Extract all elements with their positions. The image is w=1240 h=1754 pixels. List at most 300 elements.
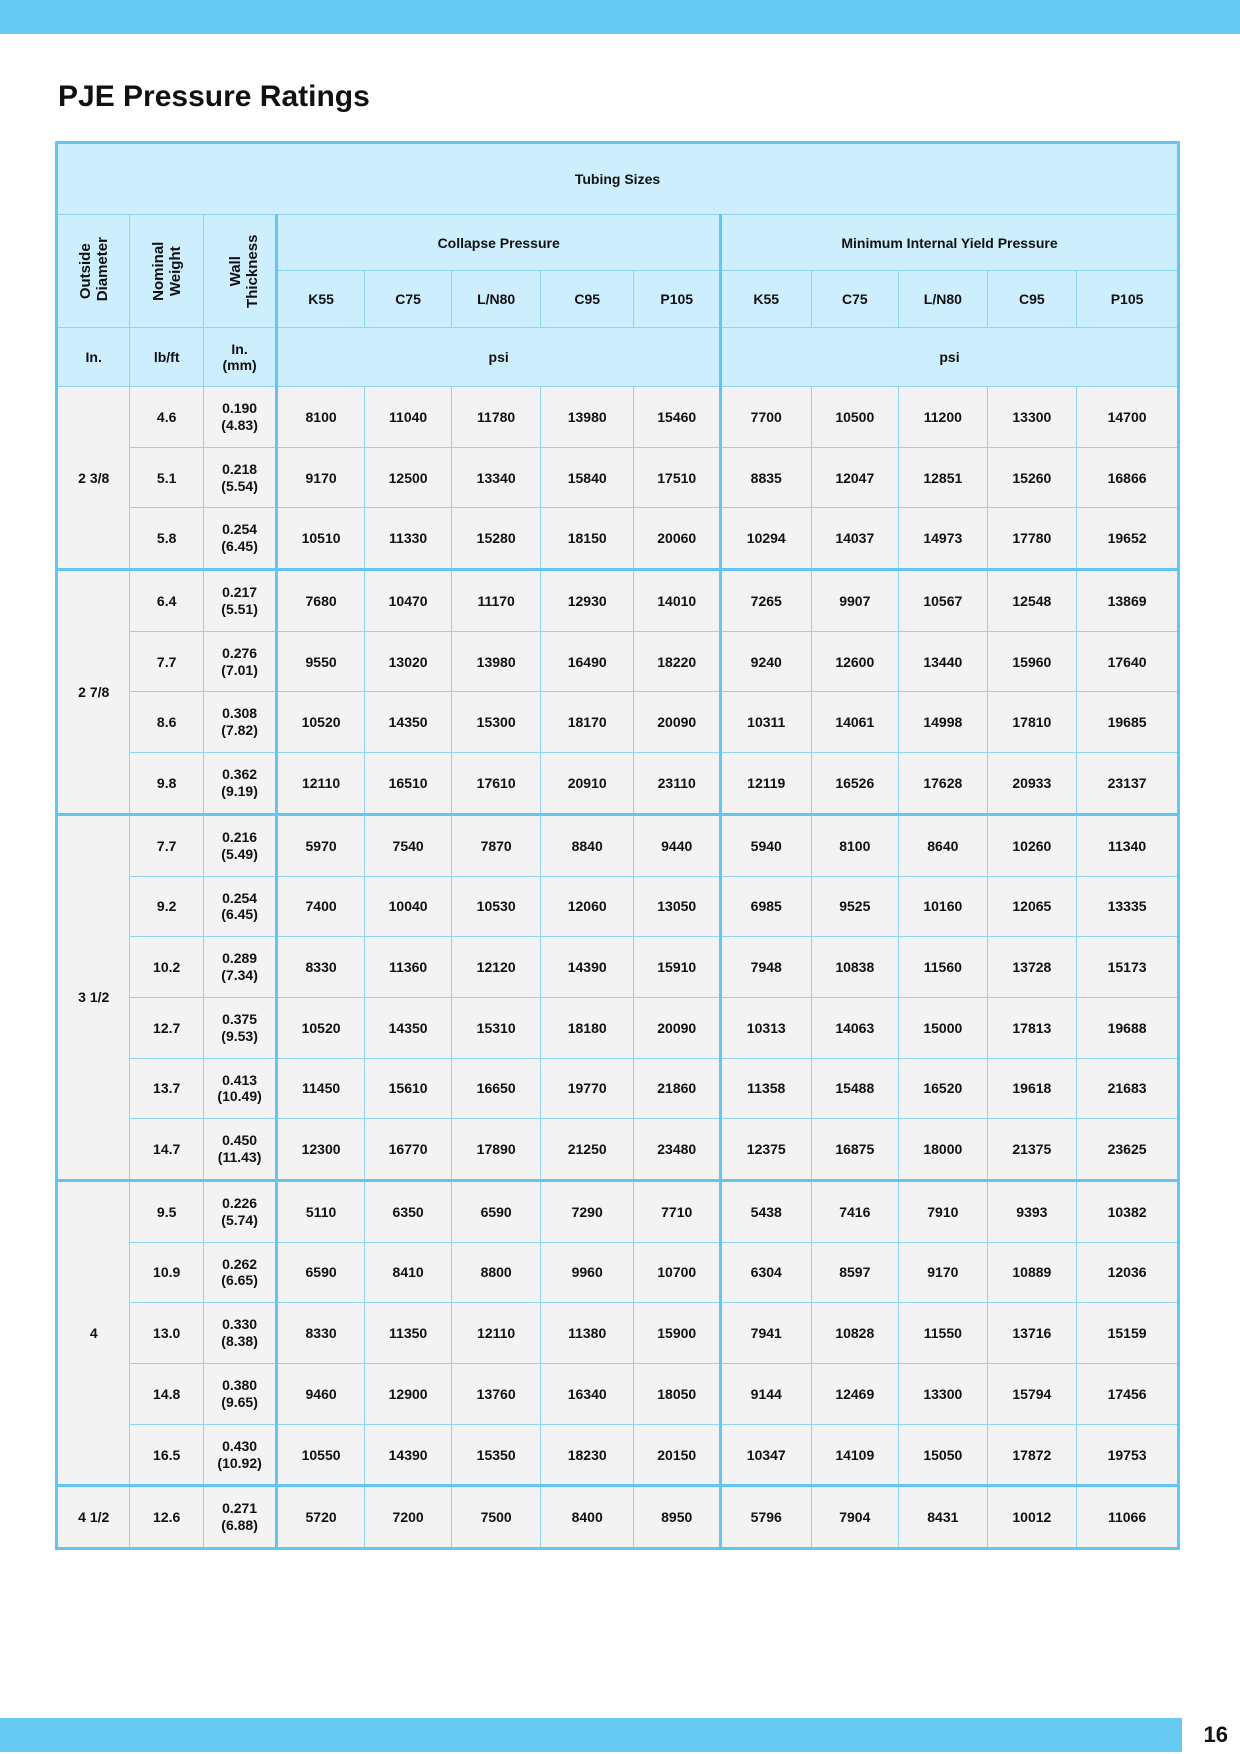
nominal-weight-cell: 7.7	[130, 631, 203, 692]
collapse-pressure-cell: 19770	[540, 1058, 634, 1119]
yield-pressure-cell: 9907	[811, 570, 899, 632]
unit-psi-yield: psi	[720, 328, 1178, 387]
collapse-pressure-cell: 8950	[634, 1486, 721, 1549]
collapse-pressure-cell: 13050	[634, 876, 721, 937]
collapse-pressure-cell: 20060	[634, 508, 721, 570]
yield-pressure-cell: 10567	[899, 570, 988, 632]
collapse-pressure-cell: 12110	[452, 1303, 541, 1364]
table-row	[57, 447, 1179, 508]
yield-pressure-cell: 12375	[720, 1119, 811, 1181]
grade-header-yield-k55: K55	[720, 271, 811, 328]
collapse-pressure-cell: 15900	[634, 1303, 721, 1364]
wall-thickness-mm: (9.53)	[221, 1027, 258, 1044]
collapse-pressure-cell: 6590	[277, 1242, 365, 1303]
collapse-pressure-cell: 15280	[452, 508, 541, 570]
yield-pressure-cell: 15794	[987, 1364, 1077, 1425]
col-header-wall-thickness-label: Wall Thickness	[226, 234, 261, 308]
table-row	[57, 1424, 1179, 1486]
collapse-pressure-cell: 18220	[634, 631, 721, 692]
wall-thickness-in: 0.218	[222, 460, 258, 477]
yield-pressure-cell: 19753	[1077, 1424, 1179, 1486]
collapse-pressure-cell: 15310	[452, 997, 541, 1058]
yield-pressure-cell: 7910	[899, 1180, 988, 1242]
wall-thickness-mm: (5.54)	[221, 477, 258, 494]
table-row	[57, 937, 1179, 998]
yield-pressure-cell: 14998	[899, 692, 988, 753]
table-row	[57, 1303, 1179, 1364]
collapse-pressure-cell: 7400	[277, 876, 365, 937]
yield-pressure-cell: 8100	[811, 814, 899, 876]
table-row	[57, 814, 1179, 876]
collapse-pressure-cell: 12110	[277, 753, 365, 815]
collapse-pressure-cell: 13340	[452, 447, 541, 508]
table-banner: Tubing Sizes	[57, 143, 1179, 215]
wall-thickness-mm: (6.45)	[221, 906, 258, 923]
yield-pressure-cell: 11200	[899, 387, 988, 448]
yield-pressure-cell: 12469	[811, 1364, 899, 1425]
collapse-pressure-cell: 7710	[634, 1180, 721, 1242]
collapse-pressure-cell: 14350	[364, 997, 452, 1058]
nominal-weight-cell: 10.9	[130, 1242, 203, 1303]
yield-pressure-cell: 15173	[1077, 937, 1179, 998]
collapse-pressure-cell: 13760	[452, 1364, 541, 1425]
wall-thickness-cell	[203, 447, 276, 508]
collapse-pressure-cell: 17610	[452, 753, 541, 815]
pressure-ratings-table-wrapper	[55, 141, 1180, 1550]
yield-pressure-cell: 10500	[811, 387, 899, 448]
wall-thickness-in: 0.330	[222, 1316, 258, 1333]
nominal-weight-cell: 14.8	[130, 1364, 203, 1425]
collapse-pressure-cell: 16510	[364, 753, 452, 815]
yield-pressure-cell: 10260	[987, 814, 1077, 876]
yield-pressure-cell: 10160	[899, 876, 988, 937]
yield-pressure-cell: 10311	[720, 692, 811, 753]
collapse-pressure-cell: 11170	[452, 570, 541, 632]
wall-thickness-cell	[203, 937, 276, 998]
yield-pressure-cell: 14061	[811, 692, 899, 753]
collapse-pressure-cell: 13020	[364, 631, 452, 692]
table-body	[57, 387, 1179, 1549]
collapse-pressure-cell: 11360	[364, 937, 452, 998]
unit-psi-collapse: psi	[277, 328, 721, 387]
collapse-pressure-cell: 15300	[452, 692, 541, 753]
collapse-pressure-cell: 6590	[452, 1180, 541, 1242]
wall-thickness-cell	[203, 508, 276, 570]
unit-weight: lb/ft	[130, 328, 203, 387]
yield-pressure-cell: 7265	[720, 570, 811, 632]
collapse-pressure-cell: 11040	[364, 387, 452, 448]
collapse-pressure-cell: 15840	[540, 447, 634, 508]
wall-thickness-in: 0.254	[222, 521, 258, 538]
yield-pressure-cell: 7941	[720, 1303, 811, 1364]
yield-pressure-cell: 10838	[811, 937, 899, 998]
wall-thickness-cell	[203, 387, 276, 448]
nominal-weight-cell: 4.6	[130, 387, 203, 448]
yield-pressure-cell: 11560	[899, 937, 988, 998]
wall-thickness-in: 0.190	[222, 400, 258, 417]
yield-pressure-cell: 20933	[987, 753, 1077, 815]
unit-od: In.	[57, 328, 130, 387]
table-row	[57, 631, 1179, 692]
wall-thickness-mm: (5.74)	[221, 1211, 258, 1228]
collapse-pressure-cell: 9550	[277, 631, 365, 692]
yield-pressure-cell: 12047	[811, 447, 899, 508]
nominal-weight-cell: 12.7	[130, 997, 203, 1058]
wall-thickness-cell	[203, 1486, 276, 1549]
yield-pressure-cell: 12119	[720, 753, 811, 815]
wall-thickness-in: 0.413	[222, 1071, 258, 1088]
yield-pressure-cell: 16866	[1077, 447, 1179, 508]
grade-header-yield-p105: P105	[1077, 271, 1179, 328]
wall-thickness-in: 0.226	[222, 1194, 258, 1211]
yield-pressure-cell: 13728	[987, 937, 1077, 998]
grade-header-collapse-c75: C75	[364, 271, 452, 328]
yield-pressure-cell: 15260	[987, 447, 1077, 508]
yield-pressure-cell: 8597	[811, 1242, 899, 1303]
yield-pressure-cell: 6304	[720, 1242, 811, 1303]
collapse-pressure-cell: 8410	[364, 1242, 452, 1303]
wall-thickness-in: 0.262	[222, 1255, 258, 1272]
table-row	[57, 1058, 1179, 1119]
table-row	[57, 1364, 1179, 1425]
collapse-pressure-cell: 23110	[634, 753, 721, 815]
outside-diameter-cell: 3 1/2	[57, 814, 130, 1180]
collapse-pressure-cell: 9440	[634, 814, 721, 876]
yield-pressure-cell: 12600	[811, 631, 899, 692]
nominal-weight-cell: 9.8	[130, 753, 203, 815]
col-header-outside-diameter	[57, 215, 130, 328]
yield-pressure-cell: 14973	[899, 508, 988, 570]
collapse-pressure-cell: 18150	[540, 508, 634, 570]
wall-thickness-cell	[203, 570, 276, 632]
yield-pressure-cell: 17628	[899, 753, 988, 815]
collapse-pressure-cell: 11350	[364, 1303, 452, 1364]
yield-pressure-cell: 15159	[1077, 1303, 1179, 1364]
wall-thickness-cell	[203, 1424, 276, 1486]
collapse-pressure-cell: 7870	[452, 814, 541, 876]
nominal-weight-cell: 13.7	[130, 1058, 203, 1119]
col-header-nominal-weight-label: Nominal Weight	[149, 241, 184, 301]
yield-pressure-cell: 7700	[720, 387, 811, 448]
wall-thickness-cell	[203, 1119, 276, 1181]
yield-pressure-cell: 10828	[811, 1303, 899, 1364]
yield-pressure-cell: 13335	[1077, 876, 1179, 937]
collapse-pressure-cell: 14010	[634, 570, 721, 632]
collapse-pressure-cell: 12930	[540, 570, 634, 632]
yield-pressure-cell: 11358	[720, 1058, 811, 1119]
collapse-pressure-cell: 18230	[540, 1424, 634, 1486]
collapse-pressure-cell: 18180	[540, 997, 634, 1058]
yield-pressure-cell: 8640	[899, 814, 988, 876]
collapse-pressure-cell: 12900	[364, 1364, 452, 1425]
nominal-weight-cell: 14.7	[130, 1119, 203, 1181]
wall-thickness-in: 0.216	[222, 828, 258, 845]
yield-pressure-cell: 9240	[720, 631, 811, 692]
yield-pressure-cell: 21683	[1077, 1058, 1179, 1119]
collapse-pressure-cell: 12120	[452, 937, 541, 998]
yield-pressure-cell: 10012	[987, 1486, 1077, 1549]
wall-thickness-mm: (9.19)	[221, 782, 258, 799]
collapse-pressure-cell: 10520	[277, 997, 365, 1058]
wall-thickness-cell	[203, 753, 276, 815]
outside-diameter-cell: 2 7/8	[57, 570, 130, 815]
collapse-pressure-cell: 21860	[634, 1058, 721, 1119]
wall-thickness-cell	[203, 814, 276, 876]
yield-pressure-cell: 5796	[720, 1486, 811, 1549]
wall-thickness-in: 0.308	[222, 705, 258, 722]
yield-pressure-cell: 15488	[811, 1058, 899, 1119]
yield-pressure-cell: 19618	[987, 1058, 1077, 1119]
table-row	[57, 387, 1179, 448]
nominal-weight-cell: 10.2	[130, 937, 203, 998]
unit-wall	[203, 328, 276, 387]
collapse-pressure-cell: 15350	[452, 1424, 541, 1486]
collapse-pressure-cell: 11330	[364, 508, 452, 570]
yield-pressure-cell: 12851	[899, 447, 988, 508]
wall-thickness-mm: (10.92)	[217, 1454, 262, 1471]
wall-thickness-mm: (6.65)	[221, 1272, 258, 1289]
yield-pressure-cell: 10313	[720, 997, 811, 1058]
wall-thickness-cell	[203, 631, 276, 692]
collapse-pressure-cell: 7290	[540, 1180, 634, 1242]
yield-pressure-cell: 12036	[1077, 1242, 1179, 1303]
table-row	[57, 692, 1179, 753]
wall-thickness-cell	[203, 1058, 276, 1119]
collapse-pressure-cell: 10470	[364, 570, 452, 632]
collapse-pressure-cell: 7200	[364, 1486, 452, 1549]
yield-pressure-cell: 13869	[1077, 570, 1179, 632]
collapse-pressure-cell: 7540	[364, 814, 452, 876]
nominal-weight-cell: 8.6	[130, 692, 203, 753]
yield-pressure-cell: 17810	[987, 692, 1077, 753]
yield-pressure-cell: 21375	[987, 1119, 1077, 1181]
collapse-pressure-cell: 10510	[277, 508, 365, 570]
nominal-weight-cell: 7.7	[130, 814, 203, 876]
wall-thickness-in: 0.375	[222, 1010, 258, 1027]
yield-pressure-cell: 15000	[899, 997, 988, 1058]
wall-thickness-mm: (7.82)	[221, 722, 258, 739]
yield-pressure-cell: 11340	[1077, 814, 1179, 876]
yield-pressure-cell: 15960	[987, 631, 1077, 692]
collapse-pressure-cell: 6350	[364, 1180, 452, 1242]
yield-pressure-cell: 14063	[811, 997, 899, 1058]
table-row	[57, 876, 1179, 937]
yield-pressure-cell: 11550	[899, 1303, 988, 1364]
collapse-pressure-cell: 9170	[277, 447, 365, 508]
collapse-pressure-cell: 20090	[634, 997, 721, 1058]
collapse-pressure-cell: 11780	[452, 387, 541, 448]
collapse-pressure-cell: 15610	[364, 1058, 452, 1119]
yield-pressure-cell: 23137	[1077, 753, 1179, 815]
collapse-pressure-cell: 9960	[540, 1242, 634, 1303]
table-row	[57, 570, 1179, 632]
collapse-pressure-cell: 14350	[364, 692, 452, 753]
yield-pressure-cell: 10889	[987, 1242, 1077, 1303]
wall-thickness-mm: (5.49)	[221, 845, 258, 862]
collapse-pressure-cell: 14390	[540, 937, 634, 998]
table-row	[57, 508, 1179, 570]
col-header-nominal-weight	[130, 215, 203, 328]
yield-pressure-cell: 11066	[1077, 1486, 1179, 1549]
collapse-pressure-cell: 5720	[277, 1486, 365, 1549]
yield-pressure-cell: 16526	[811, 753, 899, 815]
yield-pressure-cell: 13300	[987, 387, 1077, 448]
nominal-weight-cell: 9.5	[130, 1180, 203, 1242]
wall-thickness-mm: (7.01)	[221, 661, 258, 678]
wall-thickness-mm: (4.83)	[221, 416, 258, 433]
yield-pressure-cell: 13300	[899, 1364, 988, 1425]
collapse-pressure-cell: 8400	[540, 1486, 634, 1549]
yield-pressure-cell: 5940	[720, 814, 811, 876]
collapse-pressure-cell: 12300	[277, 1119, 365, 1181]
col-header-outside-diameter-label: Outside Diameter	[76, 236, 111, 301]
yield-pressure-cell: 14037	[811, 508, 899, 570]
group-header-collapse: Collapse Pressure	[277, 215, 721, 271]
wall-thickness-cell	[203, 1242, 276, 1303]
yield-pressure-cell: 10294	[720, 508, 811, 570]
collapse-pressure-cell: 13980	[540, 387, 634, 448]
collapse-pressure-cell: 13980	[452, 631, 541, 692]
nominal-weight-cell: 13.0	[130, 1303, 203, 1364]
yield-pressure-cell: 17872	[987, 1424, 1077, 1486]
outside-diameter-cell: 4	[57, 1180, 130, 1485]
collapse-pressure-cell: 20090	[634, 692, 721, 753]
yield-pressure-cell: 8835	[720, 447, 811, 508]
yield-pressure-cell: 6985	[720, 876, 811, 937]
yield-pressure-cell: 5438	[720, 1180, 811, 1242]
wall-thickness-in: 0.430	[222, 1437, 258, 1454]
collapse-pressure-cell: 8330	[277, 937, 365, 998]
top-color-band	[0, 0, 1240, 34]
table-row	[57, 1119, 1179, 1181]
grade-header-yield-c95: C95	[987, 271, 1077, 328]
unit-wall-in: In.	[231, 341, 248, 357]
collapse-pressure-cell: 8800	[452, 1242, 541, 1303]
collapse-pressure-cell: 9460	[277, 1364, 365, 1425]
collapse-pressure-cell: 16490	[540, 631, 634, 692]
wall-thickness-mm: (11.43)	[217, 1149, 262, 1166]
collapse-pressure-cell: 20150	[634, 1424, 721, 1486]
table-row	[57, 1486, 1179, 1549]
collapse-pressure-cell: 15910	[634, 937, 721, 998]
wall-thickness-mm: (6.88)	[221, 1517, 258, 1534]
collapse-pressure-cell: 5110	[277, 1180, 365, 1242]
collapse-pressure-cell: 16770	[364, 1119, 452, 1181]
group-header-yield: Minimum Internal Yield Pressure	[720, 215, 1178, 271]
collapse-pressure-cell: 10040	[364, 876, 452, 937]
yield-pressure-cell: 9393	[987, 1180, 1077, 1242]
grade-header-collapse-c95: C95	[540, 271, 634, 328]
wall-thickness-in: 0.362	[222, 766, 258, 783]
yield-pressure-cell: 9144	[720, 1364, 811, 1425]
nominal-weight-cell: 6.4	[130, 570, 203, 632]
outside-diameter-cell: 4 1/2	[57, 1486, 130, 1549]
outside-diameter-cell: 2 3/8	[57, 387, 130, 570]
wall-thickness-mm: (7.34)	[221, 967, 258, 984]
wall-thickness-in: 0.254	[222, 889, 258, 906]
yield-pressure-cell: 17456	[1077, 1364, 1179, 1425]
grade-header-yield-c75: C75	[811, 271, 899, 328]
yield-pressure-cell: 12065	[987, 876, 1077, 937]
nominal-weight-cell: 5.8	[130, 508, 203, 570]
yield-pressure-cell: 19688	[1077, 997, 1179, 1058]
wall-thickness-in: 0.217	[222, 584, 258, 601]
yield-pressure-cell: 15050	[899, 1424, 988, 1486]
wall-thickness-mm: (6.45)	[221, 538, 258, 555]
yield-pressure-cell: 13440	[899, 631, 988, 692]
collapse-pressure-cell: 15460	[634, 387, 721, 448]
collapse-pressure-cell: 14390	[364, 1424, 452, 1486]
yield-pressure-cell: 18000	[899, 1119, 988, 1181]
wall-thickness-cell	[203, 1364, 276, 1425]
collapse-pressure-cell: 8330	[277, 1303, 365, 1364]
yield-pressure-cell: 14109	[811, 1424, 899, 1486]
collapse-pressure-cell: 18050	[634, 1364, 721, 1425]
yield-pressure-cell: 19685	[1077, 692, 1179, 753]
wall-thickness-cell	[203, 1303, 276, 1364]
yield-pressure-cell: 16520	[899, 1058, 988, 1119]
wall-thickness-cell	[203, 997, 276, 1058]
col-header-wall-thickness	[203, 215, 276, 328]
pressure-ratings-table	[55, 141, 1180, 1550]
page-number: 16	[1203, 1722, 1228, 1747]
collapse-pressure-cell: 20910	[540, 753, 634, 815]
wall-thickness-mm: (5.51)	[221, 600, 258, 617]
yield-pressure-cell: 19652	[1077, 508, 1179, 570]
yield-pressure-cell: 10347	[720, 1424, 811, 1486]
collapse-pressure-cell: 10530	[452, 876, 541, 937]
collapse-pressure-cell: 16340	[540, 1364, 634, 1425]
nominal-weight-cell: 5.1	[130, 447, 203, 508]
collapse-pressure-cell: 10550	[277, 1424, 365, 1486]
yield-pressure-cell: 17780	[987, 508, 1077, 570]
yield-pressure-cell: 9170	[899, 1242, 988, 1303]
wall-thickness-in: 0.276	[222, 644, 258, 661]
wall-thickness-in: 0.380	[222, 1377, 258, 1394]
collapse-pressure-cell: 7500	[452, 1486, 541, 1549]
yield-pressure-cell: 16875	[811, 1119, 899, 1181]
nominal-weight-cell: 16.5	[130, 1424, 203, 1486]
collapse-pressure-cell: 23480	[634, 1119, 721, 1181]
collapse-pressure-cell: 10700	[634, 1242, 721, 1303]
nominal-weight-cell: 12.6	[130, 1486, 203, 1549]
yield-pressure-cell: 12548	[987, 570, 1077, 632]
yield-pressure-cell: 7416	[811, 1180, 899, 1242]
yield-pressure-cell: 13716	[987, 1303, 1077, 1364]
collapse-pressure-cell: 17890	[452, 1119, 541, 1181]
page-title: PJE Pressure Ratings	[58, 80, 370, 113]
collapse-pressure-cell: 12060	[540, 876, 634, 937]
collapse-pressure-cell: 11380	[540, 1303, 634, 1364]
collapse-pressure-cell: 10520	[277, 692, 365, 753]
wall-thickness-mm: (9.65)	[221, 1393, 258, 1410]
wall-thickness-mm: (10.49)	[217, 1088, 262, 1105]
grade-header-collapse-l-n80: L/N80	[452, 271, 541, 328]
wall-thickness-cell	[203, 876, 276, 937]
yield-pressure-cell: 17640	[1077, 631, 1179, 692]
wall-thickness-in: 0.271	[222, 1500, 258, 1517]
collapse-pressure-cell: 21250	[540, 1119, 634, 1181]
yield-pressure-cell: 7904	[811, 1486, 899, 1549]
collapse-pressure-cell: 7680	[277, 570, 365, 632]
table-row	[57, 1180, 1179, 1242]
collapse-pressure-cell: 12500	[364, 447, 452, 508]
wall-thickness-mm: (8.38)	[221, 1333, 258, 1350]
table-row	[57, 1242, 1179, 1303]
wall-thickness-cell	[203, 692, 276, 753]
yield-pressure-cell: 17813	[987, 997, 1077, 1058]
table-row	[57, 753, 1179, 815]
